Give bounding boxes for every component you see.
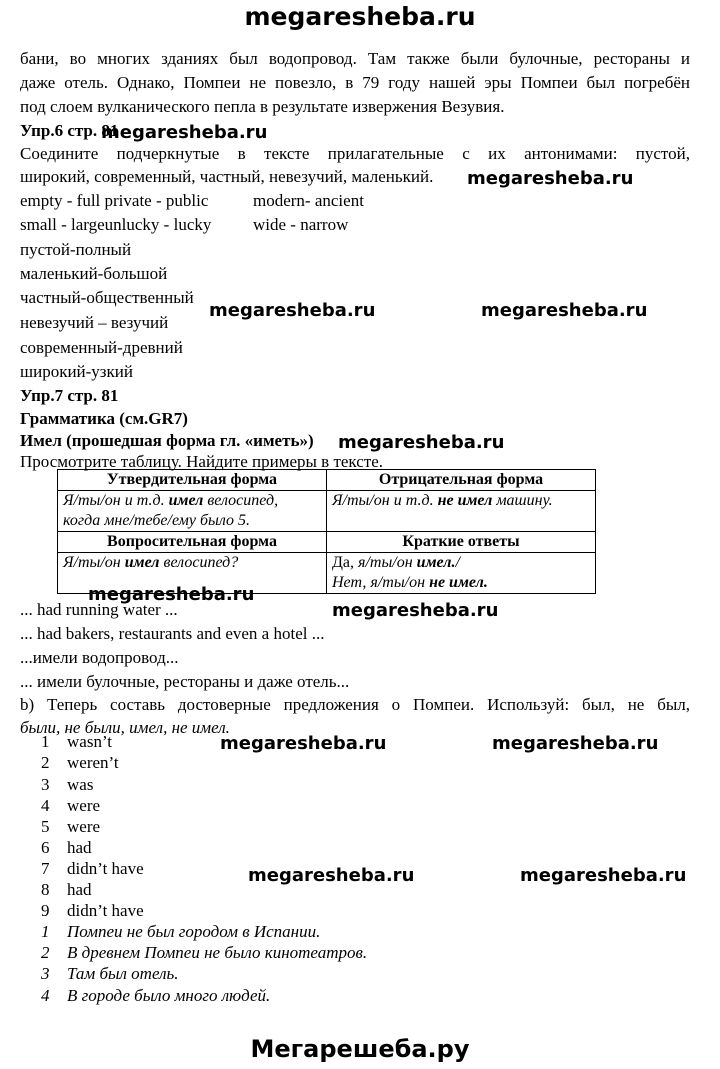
- ex6-russian-3: частный-общественный: [20, 288, 194, 307]
- short-1-b: я/ты/он: [358, 554, 417, 571]
- short-1-a: Да,: [332, 554, 359, 571]
- neg-text-a: Я/ты/он и т.д.: [332, 492, 438, 509]
- sentence-number: 4: [41, 986, 50, 1005]
- sentence-row: [41, 985, 270, 1007]
- example-3: ...имели водопровод...: [20, 648, 179, 667]
- watermark: megaresheba.ru: [481, 300, 648, 321]
- answer-number: 9: [41, 901, 50, 920]
- header-affirmative: Утвердительная форма: [58, 470, 327, 491]
- ex6-russian-1: пустой-полный: [20, 240, 132, 259]
- answer-row: [41, 900, 144, 922]
- part-b-line-2: были, не были, имел, не имел.: [20, 718, 230, 737]
- neg-text-b: не имел: [437, 492, 493, 509]
- sentence-text: В городе было много людей.: [67, 986, 271, 1005]
- answer-number: 1: [41, 732, 50, 751]
- watermark: megaresheba.ru: [492, 733, 659, 754]
- watermark: megaresheba.ru: [209, 300, 376, 321]
- sentence-number: 2: [41, 943, 50, 962]
- sentence-row: [41, 921, 320, 943]
- answer-row: [41, 795, 100, 817]
- watermark: megaresheba.ru: [520, 865, 687, 886]
- site-footer: Мегарешеба.ру: [250, 1035, 470, 1063]
- intro-line-1: бани, во многих зданиях был водопровод. Там также были булочные, рестораны и: [20, 49, 690, 68]
- answer-text: weren’t: [67, 753, 119, 772]
- site-header: megaresheba.ru: [244, 2, 476, 31]
- answer-row: [41, 879, 92, 901]
- watermark: megaresheba.ru: [332, 600, 499, 621]
- answer-number: 5: [41, 817, 50, 836]
- neg-text-c: машину.: [492, 492, 553, 509]
- answer-number: 6: [41, 838, 50, 857]
- watermark: megaresheba.ru: [338, 432, 505, 453]
- aff-text-d: когда мне/тебе/ему было 5.: [63, 512, 251, 529]
- header-negative: Отрицательная форма: [327, 470, 596, 491]
- aff-text-c: велосипед,: [203, 492, 279, 509]
- watermark: megaresheba.ru: [101, 122, 268, 143]
- answer-number: 3: [41, 775, 50, 794]
- example-1: ... had running water ...: [20, 600, 178, 619]
- sentence-row: [41, 942, 367, 964]
- answer-number: 8: [41, 880, 50, 899]
- sentence-text: Там был отель.: [67, 964, 179, 983]
- ex6-pairs-left-2: small - largeunlucky - lucky: [20, 215, 212, 234]
- ex6-russian-2: маленький-большой: [20, 264, 168, 283]
- answer-text: were: [67, 817, 101, 836]
- watermark: megaresheba.ru: [467, 168, 634, 189]
- ex6-russian-6: широкий-узкий: [20, 362, 133, 381]
- answer-text: didn’t have: [67, 901, 144, 920]
- intro-line-3: под слоем вулканического пепла в результате извержения Везувия.: [20, 97, 505, 116]
- answer-number: 2: [41, 753, 50, 772]
- ex7-instruction: Просмотрите таблицу. Найдите примеры в тексте.: [20, 452, 384, 471]
- answer-text: were: [67, 796, 101, 815]
- short-2-b: я/ты/он: [370, 574, 430, 591]
- header-question: Вопросительная форма: [58, 532, 327, 553]
- answer-number: 4: [41, 796, 50, 815]
- sentence-text: Помпеи не был городом в Испании.: [67, 922, 321, 941]
- q-text-a: Я/ты/он: [63, 554, 125, 571]
- cell-affirmative: [58, 491, 327, 532]
- short-1-d: /: [455, 554, 460, 571]
- answer-number: 7: [41, 859, 50, 878]
- sentence-number: 3: [41, 964, 50, 983]
- ex7-subtitle: Имел (прошедшая форма гл. «иметь»): [20, 431, 314, 450]
- cell-short-answers: [327, 553, 596, 594]
- answer-row: [41, 774, 93, 796]
- header-short-answers: Краткие ответы: [327, 532, 596, 553]
- answer-row: [41, 752, 119, 774]
- sentence-number: 1: [41, 922, 50, 941]
- answer-row: [41, 816, 100, 838]
- example-4: ... имели булочные, рестораны и даже отель...: [20, 672, 350, 691]
- ex6-pairs-left-1: empty - full private - public: [20, 191, 209, 210]
- answer-text: didn’t have: [67, 859, 144, 878]
- aff-text-b: имел: [168, 492, 204, 509]
- answer-text: had: [67, 838, 92, 857]
- short-2-a: Нет,: [332, 574, 371, 591]
- q-text-c: велосипед?: [159, 554, 239, 571]
- example-2: ... had bakers, restaurants and even a hotel ...: [20, 624, 325, 643]
- ex6-task-line-1: Соедините подчеркнутые в тексте прилагательные с их антонимами: пустой,: [20, 144, 690, 163]
- sentence-row: [41, 963, 178, 985]
- ex6-title: Упр.6 стр. 81: [20, 121, 119, 140]
- ex6-russian-4: невезучий – везучий: [20, 313, 169, 332]
- ex7-grammar: Грамматика (см.GR7): [20, 409, 188, 428]
- short-2-c: не имел.: [429, 574, 488, 591]
- intro-line-2: даже отель. Однако, Помпеи не повезло, в 79 году нашей эры Помпеи был погребён: [20, 73, 690, 92]
- ex6-task-line-2: широкий, современный, частный, невезучий, маленький.: [20, 167, 434, 186]
- answer-row: [41, 858, 144, 880]
- aff-text-a: Я/ты/он и т.д.: [63, 492, 169, 509]
- answer-text: had: [67, 880, 92, 899]
- watermark: megaresheba.ru: [248, 865, 415, 886]
- q-text-b: имел: [124, 554, 160, 571]
- sentence-text: В древнем Помпеи не было кинотеатров.: [67, 943, 368, 962]
- part-b-line-1: b) Теперь составь достоверные предложения о Помпеи. Используй: был, не был,: [20, 695, 690, 714]
- ex6-pairs-right-2: wide - narrow: [253, 215, 349, 234]
- ex6-pairs-right-1: modern- ancient: [253, 191, 364, 210]
- watermark: megaresheba.ru: [88, 584, 255, 605]
- answer-row: [41, 731, 112, 753]
- watermark: megaresheba.ru: [220, 733, 387, 754]
- answer-row: [41, 837, 92, 859]
- cell-negative: [327, 491, 596, 532]
- ex7-title: Упр.7 стр. 81: [20, 386, 119, 405]
- answer-text: wasn’t: [67, 732, 113, 751]
- short-1-c: имел.: [416, 554, 456, 571]
- ex6-russian-5: современный-древний: [20, 338, 183, 357]
- answer-text: was: [67, 775, 94, 794]
- grammar-table: [57, 469, 596, 594]
